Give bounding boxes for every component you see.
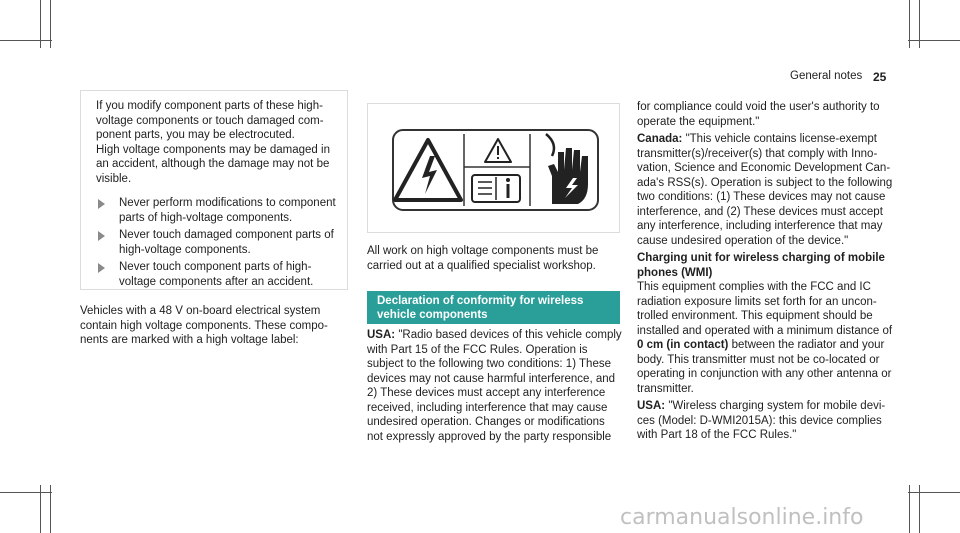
image-caption: All work on high voltage components must be carried out at a qualified specialist workshop. [367, 245, 599, 272]
declaration-usa-paragraph [367, 328, 623, 444]
wmi-text-b: between the radiator and your body. This transmitter must not be co-located or operating in conjunction with any other antenna or transmitter. [637, 339, 892, 395]
warning-intro: If you modify component parts of these high-voltage components or touch damaged component parts, you may be electrocuted. High voltage components may be damaged in an accident, although the damage may not be visible. [96, 100, 330, 185]
crop-mark [50, 485, 51, 533]
crop-mark [50, 0, 51, 48]
right-column [637, 100, 899, 443]
canada-text: "This vehicle contains license-exempt transmitter(s)/receiver(s) that comply with Innovation, Science and Economic Development Canada's RSS(s). Operation is subject to the following two conditions: (1) These devices may not cause interference, and (2) These devices must accept any interference, including interference that may cause undesired operation of the device." [637, 133, 893, 247]
warning-box [80, 90, 348, 290]
crop-mark [0, 492, 52, 493]
page-number: 25 [873, 70, 887, 84]
bullet-arrow-icon [98, 231, 105, 241]
watermark: carmanualsonline.info [620, 505, 864, 530]
high-voltage-label-figure [367, 103, 620, 233]
section-title: General notes [790, 70, 863, 82]
usa2-text: "Wireless charging system for mobile devices (Model: D-WMI2015A): this device complies with Part 18 of the FCC Rules." [637, 400, 886, 441]
usa-label: USA: [367, 329, 396, 341]
left-body-text: Vehicles with a 48 V on-board electrical system contain high voltage components. These components are marked with a high voltage label: [80, 305, 328, 346]
crop-mark [908, 492, 960, 493]
wmi-distance: 0 cm (in contact) [637, 339, 729, 351]
crop-mark [0, 40, 52, 41]
usa2-label: USA: [637, 400, 666, 412]
bullet-text: Never touch component parts of high-voltage components after an accident. [119, 261, 314, 288]
bullet-text: Never perform modifications to component parts of high-voltage components. [119, 197, 336, 224]
manual-info-icon [472, 175, 520, 202]
bullet-text: Never touch damaged component parts of high-voltage components. [119, 229, 334, 256]
compliance-continuation: for compliance could void the user's authority to operate the equipment." [637, 101, 880, 128]
canada-label: Canada: [637, 133, 683, 145]
crop-mark [908, 40, 960, 41]
usa-text: "Radio based devices of this vehicle comply with Part 15 of the FCC Rules. Operation is subject to the following two conditions: 1) These devices may not cause harmful interference, and 2) These devices must accept any interference received, including interference that may cause undesired operation. Changes or modifications not expressly approved by the party responsible [367, 329, 622, 443]
bullet-arrow-icon [98, 199, 105, 209]
high-voltage-label-svg [368, 104, 621, 234]
bullet-arrow-icon [98, 263, 105, 273]
wmi-text-a: This equipment complies with the FCC and IC radiation exposure limits set forth for an uncontrolled environment. This equipment should be installed and operated with a minimum distance of [637, 281, 893, 337]
crop-mark [909, 485, 910, 533]
declaration-heading: Declaration of conformity for wireless vehicle components [367, 291, 620, 324]
crop-mark [909, 0, 910, 48]
wmi-heading: Charging unit for wireless charging of mobile phones (WMI) [637, 252, 885, 279]
